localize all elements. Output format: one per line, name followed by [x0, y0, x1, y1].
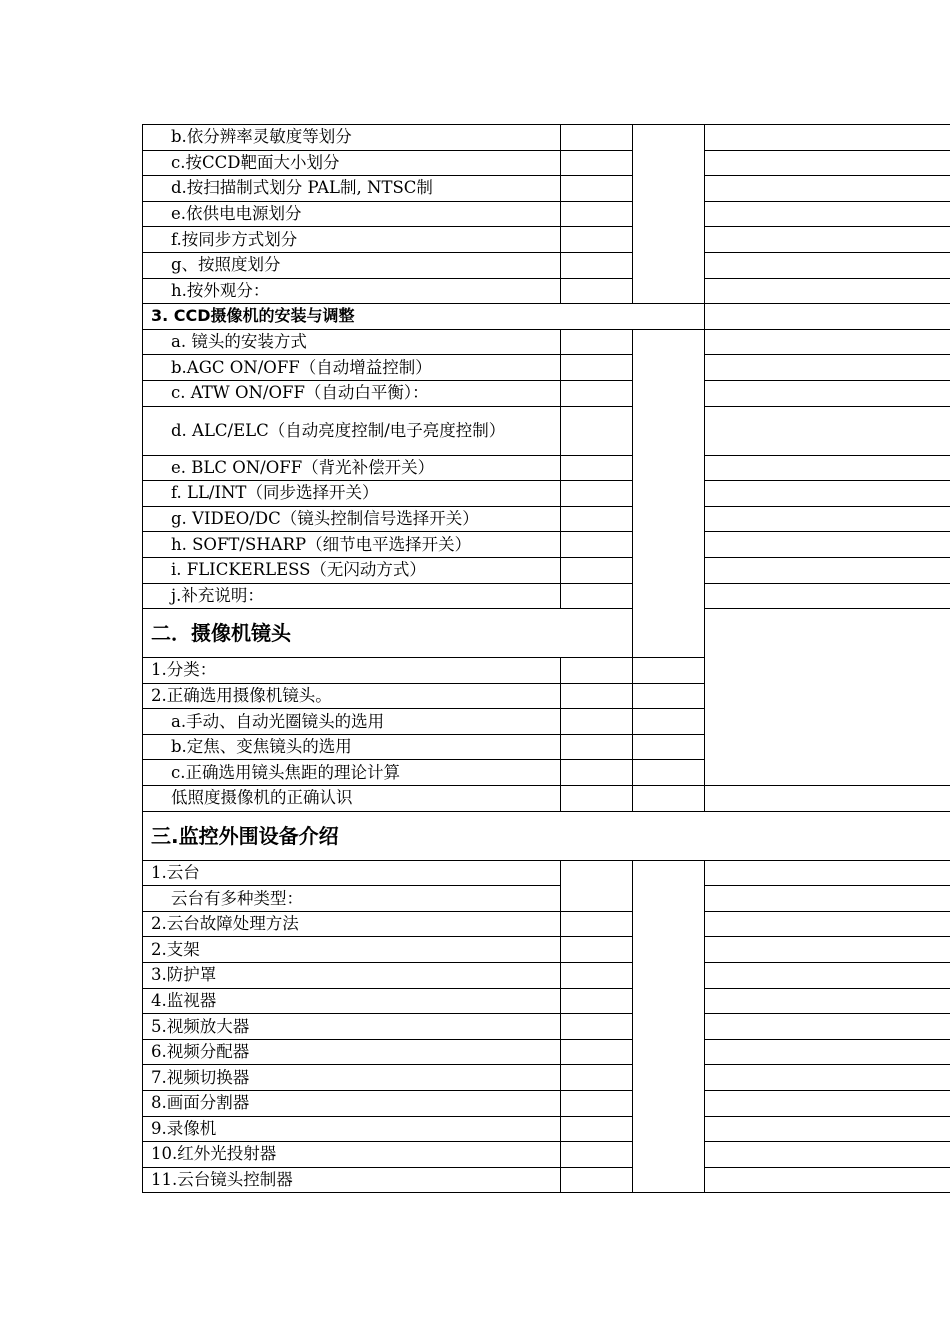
row-text: 9.录像机: [143, 1116, 561, 1142]
row-text: 10.红外光投射器: [143, 1142, 561, 1168]
row-text: a. 镜头的安装方式: [143, 329, 561, 355]
row-text: 1.分类：: [143, 658, 561, 684]
row-text: g. VIDEO/DC（镜头控制信号选择开关）: [143, 506, 561, 532]
row-text: 2.正确选用摄像机镜头。: [143, 683, 561, 709]
row-text: b.AGC ON/OFF（自动增益控制）: [143, 355, 561, 381]
table-row: [143, 963, 950, 989]
table-row: [143, 937, 950, 963]
table-row: [143, 1116, 950, 1142]
table-row: [143, 1142, 950, 1168]
table-row: [143, 201, 950, 227]
row-text: j.补充说明：: [143, 583, 561, 609]
row-text: e. BLC ON/OFF（背光补偿开关）: [143, 455, 561, 481]
row-text: b.定焦、变焦镜头的选用: [143, 734, 561, 760]
row-text: 2.支架: [143, 937, 561, 963]
subsection-heading: 3. CCD摄像机的安装与调整: [143, 304, 705, 330]
table-row: [143, 583, 950, 609]
row-text: 8.画面分割器: [143, 1091, 561, 1117]
table-row: [143, 1167, 950, 1193]
table-row: [143, 886, 950, 912]
row-text: b.依分辨率灵敏度等划分: [143, 125, 561, 151]
section-heading: 三.监控外围设备介绍: [143, 811, 950, 860]
table-row: [143, 252, 950, 278]
table-row: [143, 455, 950, 481]
row-text: 11.云台镜头控制器: [143, 1167, 561, 1193]
table-row: [143, 988, 950, 1014]
training-content-table: [142, 124, 950, 1193]
row-text: c.按CCD靶面大小划分: [143, 150, 561, 176]
row-text: 2.云台故障处理方法: [143, 911, 561, 937]
table-row: [143, 481, 950, 507]
table-row: [143, 1065, 950, 1091]
row-text: 1.云台: [143, 860, 561, 886]
table-row: [143, 811, 950, 860]
row-text: a.手动、自动光圈镜头的选用: [143, 709, 561, 735]
row-text: d. ALC/ELC（自动亮度控制/电子亮度控制）: [143, 406, 561, 455]
table-row: [143, 227, 950, 253]
row-text: f.按同步方式划分: [143, 227, 561, 253]
row-text: c. ATW ON/OFF（自动白平衡）：: [143, 380, 561, 406]
row-text: h.按外观分：: [143, 278, 561, 304]
table-row: [143, 786, 950, 812]
table-row: [143, 506, 950, 532]
table-row: [143, 860, 950, 886]
table-row: [143, 278, 950, 304]
table-row: [143, 304, 950, 330]
table-row: [143, 329, 950, 355]
row-text: 低照度摄像机的正确认识: [143, 786, 561, 812]
row-text: g、按照度划分: [143, 252, 561, 278]
table-row: [143, 1091, 950, 1117]
table-row: [143, 911, 950, 937]
table-row: [143, 125, 950, 151]
table-row: [143, 176, 950, 202]
table-row: [143, 406, 950, 455]
row-text: 云台有多种类型：: [143, 886, 561, 912]
table-row: [143, 609, 950, 658]
table-row: [143, 557, 950, 583]
section-heading: 二．摄像机镜头: [143, 609, 633, 658]
row-text: 4.监视器: [143, 988, 561, 1014]
row-text: 6.视频分配器: [143, 1039, 561, 1065]
table-row: [143, 532, 950, 558]
row-text: h. SOFT/SHARP（细节电平选择开关）: [143, 532, 561, 558]
row-text: d.按扫描制式划分 PAL制, NTSC制: [143, 176, 561, 202]
table-row: [143, 1039, 950, 1065]
table-row: [143, 355, 950, 381]
row-text: c.正确选用镜头焦距的理论计算: [143, 760, 561, 786]
row-text: e.依供电电源划分: [143, 201, 561, 227]
row-text: 5.视频放大器: [143, 1014, 561, 1040]
row-text: f. LL/INT（同步选择开关）: [143, 481, 561, 507]
table-row: [143, 1014, 950, 1040]
table-row: [143, 150, 950, 176]
row-text: i. FLICKERLESS（无闪动方式）: [143, 557, 561, 583]
row-text: 3.防护罩: [143, 963, 561, 989]
table-row: [143, 380, 950, 406]
row-text: 7.视频切换器: [143, 1065, 561, 1091]
